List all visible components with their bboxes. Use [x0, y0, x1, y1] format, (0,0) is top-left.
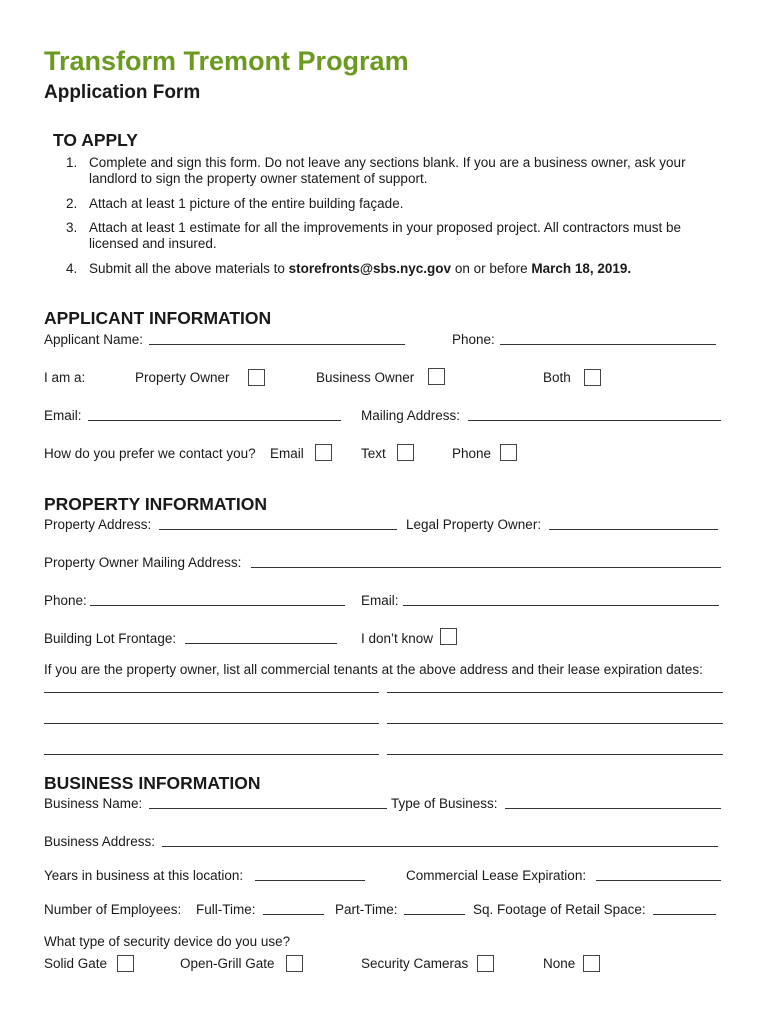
- business-name-field[interactable]: [149, 796, 387, 809]
- mailing-address-label: Mailing Address:: [361, 408, 461, 423]
- page-title: Transform Tremont Program: [44, 46, 409, 76]
- business-type-label: Type of Business:: [391, 796, 498, 811]
- step-4-text-mid: on or before: [451, 261, 532, 276]
- owner-mailing-label: Property Owner Mailing Address:: [44, 555, 242, 570]
- none-checkbox[interactable]: [583, 955, 600, 972]
- cameras-checkbox[interactable]: [477, 955, 494, 972]
- years-in-business-field[interactable]: [255, 868, 365, 881]
- tenant-name-line-2[interactable]: [44, 723, 379, 724]
- step-number: 3.: [66, 220, 78, 235]
- property-owner-checkbox[interactable]: [248, 369, 265, 386]
- iam-label: I am a:: [44, 370, 86, 385]
- property-info-heading: PROPERTY INFORMATION: [44, 494, 267, 514]
- solid-gate-label: Solid Gate: [44, 956, 108, 971]
- tenant-name-line-1[interactable]: [44, 692, 379, 693]
- none-label: None: [543, 956, 576, 971]
- dont-know-checkbox[interactable]: [440, 628, 457, 645]
- business-owner-option-label: Business Owner: [316, 370, 415, 385]
- tenant-lease-line-2[interactable]: [387, 723, 723, 724]
- step-text: [89, 261, 716, 277]
- property-address-field[interactable]: [159, 517, 397, 530]
- frontage-label: Building Lot Frontage:: [44, 631, 177, 646]
- tenants-prompt: If you are the property owner, list all commercial tenants at the above address and their lease expiration dates:: [44, 662, 703, 677]
- both-option-label: Both: [543, 370, 571, 385]
- contact-preference-label: How do you prefer we contact you?: [44, 446, 256, 461]
- tenant-name-line-3[interactable]: [44, 754, 379, 755]
- property-phone-label: Phone:: [44, 593, 87, 608]
- step-4-text-pre: Submit all the above materials to: [89, 261, 289, 276]
- parttime-field[interactable]: [404, 902, 465, 915]
- to-apply-heading: TO APPLY: [53, 130, 138, 150]
- business-address-field[interactable]: [162, 834, 718, 847]
- both-checkbox[interactable]: [584, 369, 601, 386]
- fulltime-field[interactable]: [263, 902, 324, 915]
- sqft-field[interactable]: [653, 902, 716, 915]
- applicant-email-field[interactable]: [88, 408, 341, 421]
- parttime-label: Part-Time:: [335, 902, 398, 917]
- legal-owner-label: Legal Property Owner:: [406, 517, 542, 532]
- contact-phone-checkbox[interactable]: [500, 444, 517, 461]
- property-owner-option-label: Property Owner: [135, 370, 230, 385]
- step-text: Complete and sign this form. Do not leave any sections blank. If you are a business owner, ask your landlord to sign the property owner statement of support.: [89, 155, 686, 186]
- applicant-name-label: Applicant Name:: [44, 332, 144, 347]
- business-address-label: Business Address:: [44, 834, 156, 849]
- submission-email-link[interactable]: storefronts@sbs.nyc.gov: [288, 261, 452, 276]
- fulltime-label: Full-Time:: [196, 902, 256, 917]
- applicant-name-field[interactable]: [149, 332, 405, 345]
- step-3: [66, 220, 716, 252]
- property-phone-field[interactable]: [90, 593, 345, 606]
- lease-expiration-field[interactable]: [596, 868, 721, 881]
- contact-text-label: Text: [361, 446, 386, 461]
- solid-gate-checkbox[interactable]: [117, 955, 134, 972]
- sqft-label: Sq. Footage of Retail Space:: [473, 902, 646, 917]
- business-owner-checkbox[interactable]: [428, 368, 445, 385]
- employees-label: Number of Employees:: [44, 902, 182, 917]
- owner-mailing-field[interactable]: [251, 555, 721, 568]
- step-1: [66, 155, 716, 187]
- contact-email-checkbox[interactable]: [315, 444, 332, 461]
- applicant-phone-field[interactable]: [500, 332, 716, 345]
- contact-email-label: Email: [270, 446, 304, 461]
- frontage-field[interactable]: [185, 631, 337, 644]
- step-number: 2.: [66, 196, 78, 211]
- mailing-address-field[interactable]: [468, 408, 721, 421]
- open-grill-checkbox[interactable]: [286, 955, 303, 972]
- deadline-date: March 18, 2019.: [531, 261, 632, 276]
- tenant-lease-line-1[interactable]: [387, 692, 723, 693]
- applicant-phone-label: Phone:: [452, 332, 495, 347]
- property-email-field[interactable]: [403, 593, 719, 606]
- contact-text-checkbox[interactable]: [397, 444, 414, 461]
- dont-know-label: I don’t know: [361, 631, 434, 646]
- legal-owner-field[interactable]: [549, 517, 718, 530]
- security-prompt: What type of security device do you use?: [44, 934, 291, 949]
- open-grill-label: Open-Grill Gate: [180, 956, 275, 971]
- step-4: [66, 261, 716, 277]
- property-address-label: Property Address:: [44, 517, 152, 532]
- step-number: 4.: [66, 261, 78, 276]
- step-2: [66, 196, 716, 212]
- contact-phone-label: Phone: [452, 446, 492, 461]
- business-name-label: Business Name:: [44, 796, 143, 811]
- step-number: 1.: [66, 155, 78, 170]
- business-type-field[interactable]: [505, 796, 721, 809]
- years-in-business-label: Years in business at this location:: [44, 868, 244, 883]
- applicant-email-label: Email:: [44, 408, 82, 423]
- step-text: Attach at least 1 picture of the entire building façade.: [89, 196, 404, 211]
- form-subtitle: Application Form: [44, 82, 201, 103]
- step-text: Attach at least 1 estimate for all the improvements in your proposed project. All contractors must be licensed and insured.: [89, 220, 682, 251]
- cameras-label: Security Cameras: [361, 956, 469, 971]
- tenant-lease-line-3[interactable]: [387, 754, 723, 755]
- business-info-heading: BUSINESS INFORMATION: [44, 773, 261, 793]
- lease-expiration-label: Commercial Lease Expiration:: [406, 868, 587, 883]
- property-email-label: Email:: [361, 593, 399, 608]
- applicant-info-heading: APPLICANT INFORMATION: [44, 308, 272, 328]
